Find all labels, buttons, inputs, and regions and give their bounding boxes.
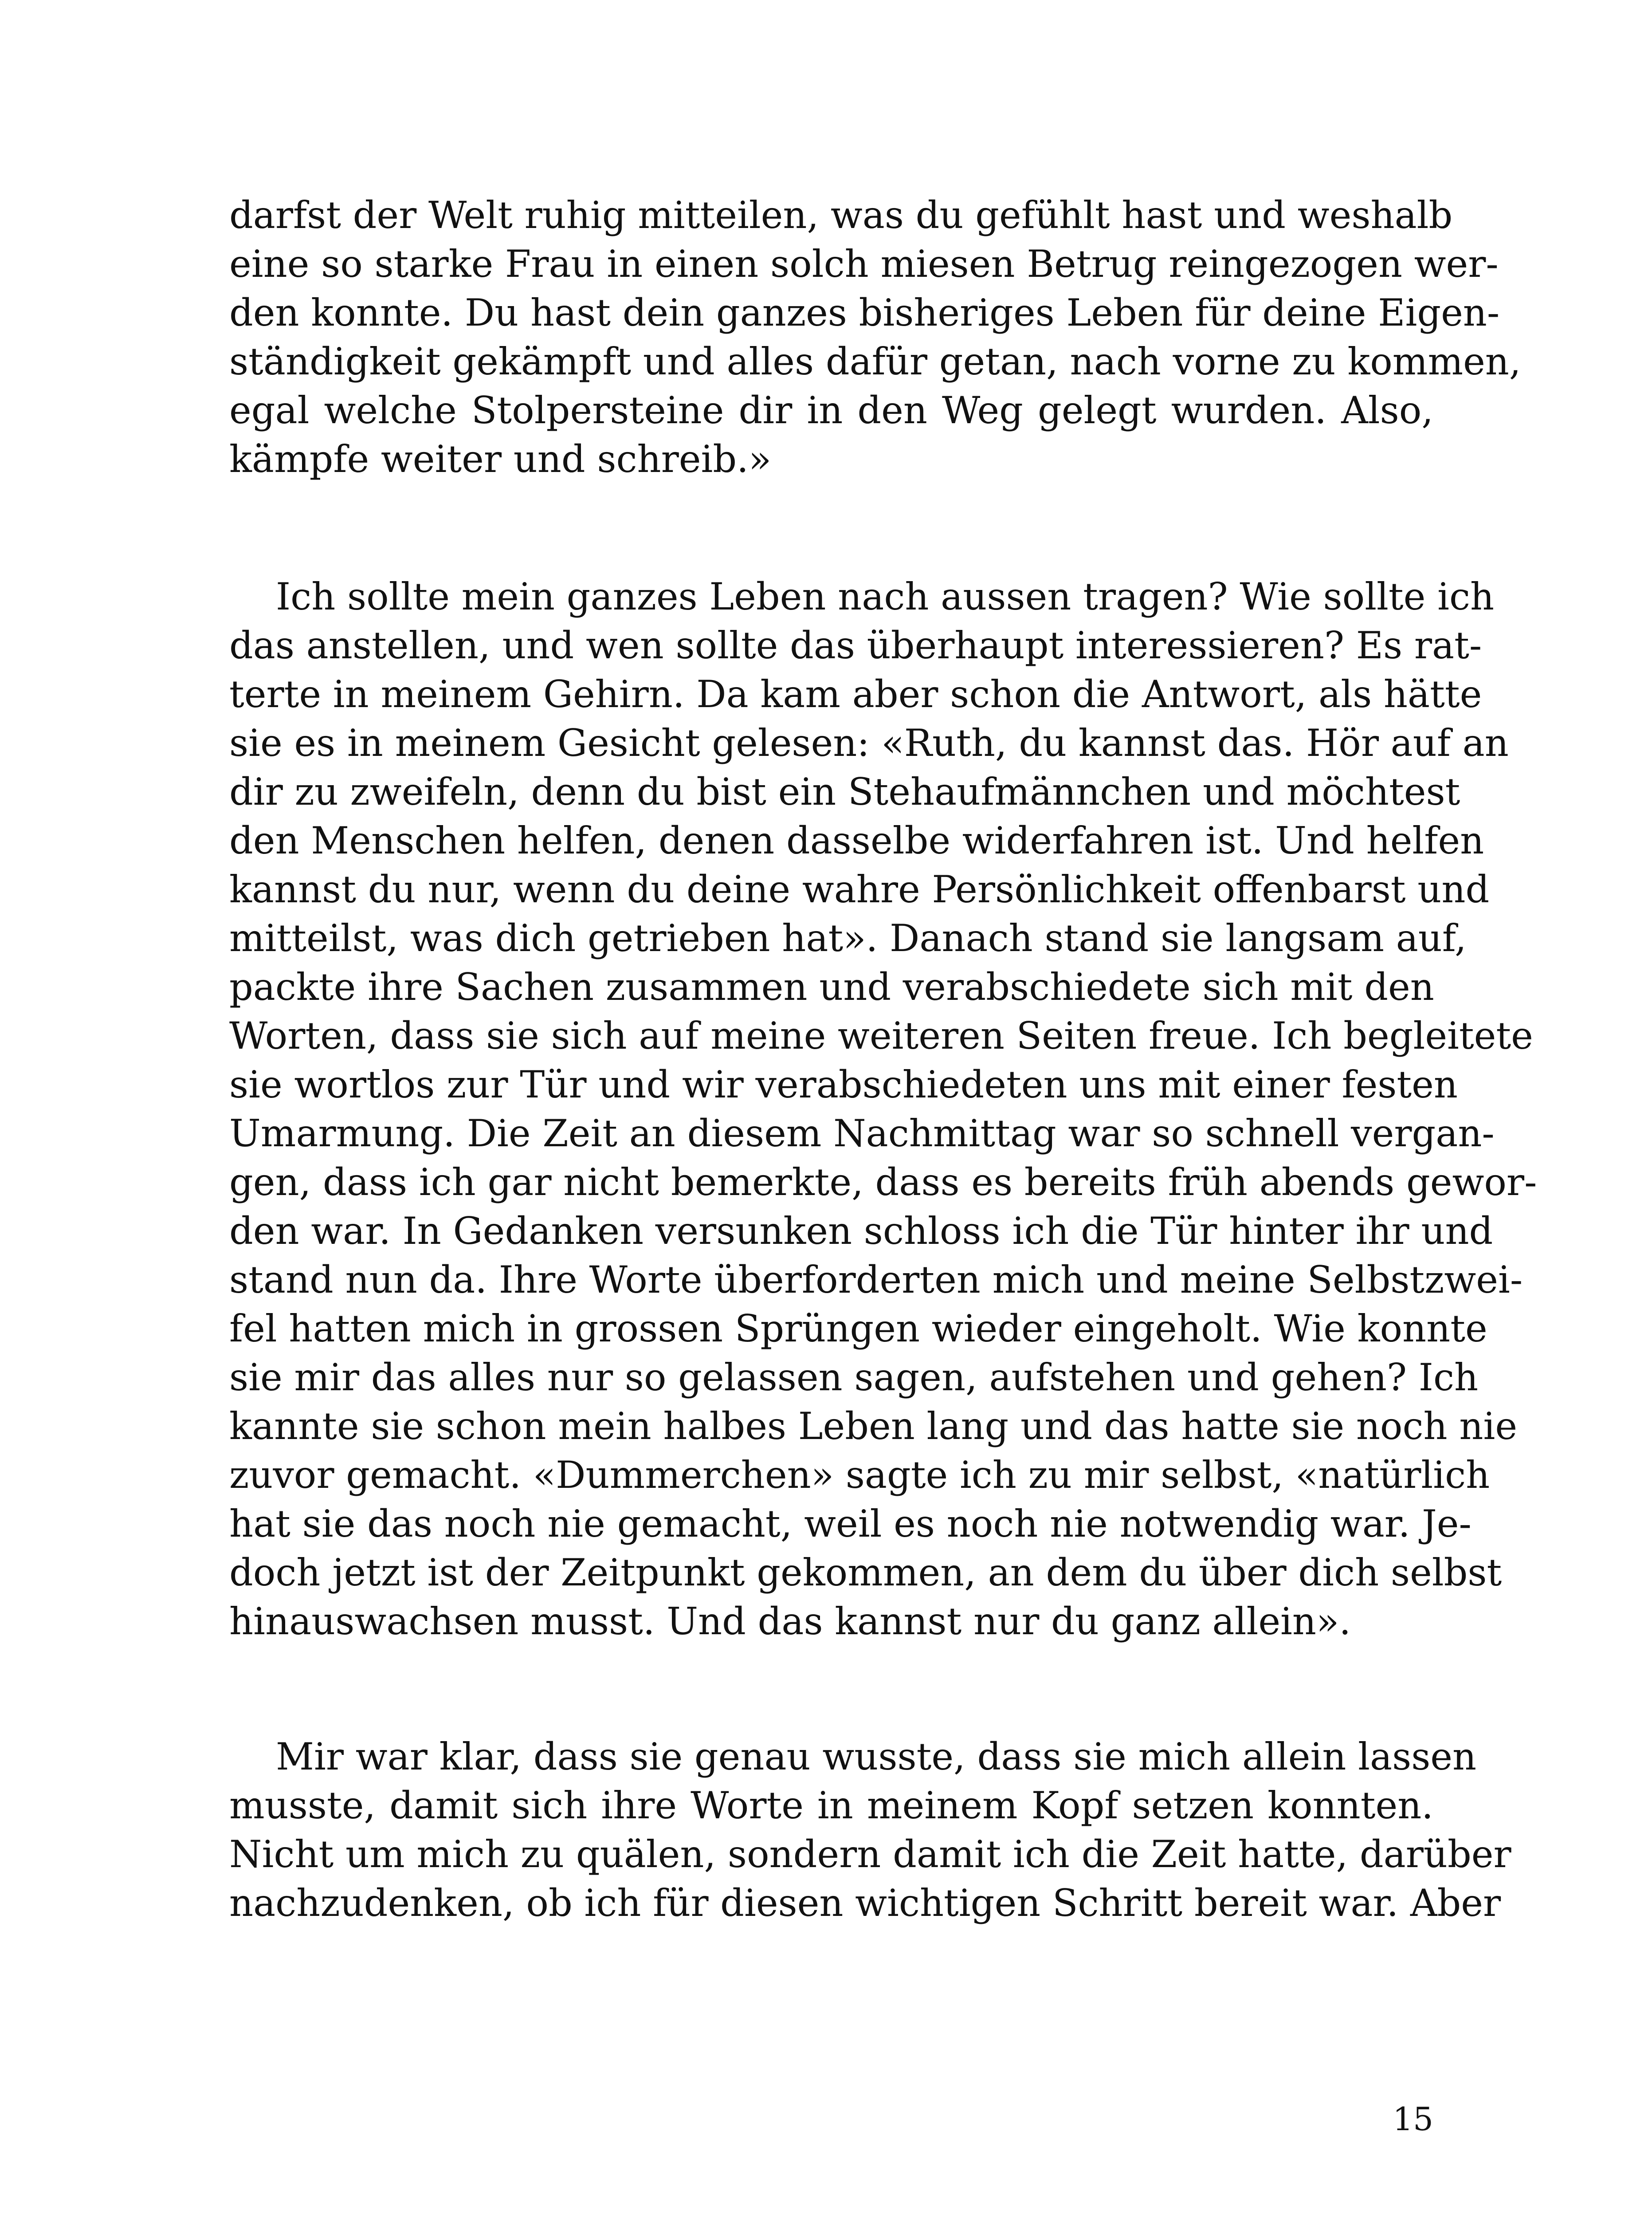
text-line: kämpfe weiter und schreib.»	[229, 437, 772, 481]
text-line: sie es in meinem Gesicht gelesen: «Ruth, du kannst das. Hör auf an	[229, 721, 1509, 765]
text-line: sie mir das alles nur so gelassen sagen, aufstehen und gehen? Ich	[229, 1356, 1479, 1399]
text-line: hat sie das noch nie gemacht, weil es noch nie notwendig war. Je-	[229, 1502, 1471, 1546]
text-line: kannte sie schon mein halbes Leben lang und das hatte sie noch nie	[229, 1404, 1518, 1448]
text-line: Worten, dass sie sich auf meine weiteren Seiten freue. Ich begleitete	[229, 1014, 1533, 1058]
text-line: packte ihre Sachen zusammen und verabschiedete sich mit den	[229, 965, 1434, 1009]
text-line: den konnte. Du hast dein ganzes bisheriges Leben für deine Eigen-	[229, 291, 1500, 334]
text-line: stand nun da. Ihre Worte überforderten mich und meine Selbstzwei-	[229, 1258, 1523, 1302]
text-line: darfst der Welt ruhig mitteilen, was du gefühlt hast und weshalb	[229, 193, 1453, 237]
text-line: mitteilst, was dich getrieben hat». Danach stand sie langsam auf,	[229, 916, 1467, 960]
text-line: musste, damit sich ihre Worte in meinem Kopf setzen konnten.	[229, 1784, 1433, 1827]
text-line: Mir war klar, dass sie genau wusste, dass sie mich allein lassen	[276, 1735, 1477, 1778]
text-line: ständigkeit gekämpft und alles dafür getan, nach vorne zu kommen,	[229, 340, 1521, 383]
text-line: doch jetzt ist der Zeitpunkt gekommen, an dem du über dich selbst	[229, 1551, 1502, 1594]
text-line: dir zu zweifeln, denn du bist ein Stehaufmännchen und möchtest	[229, 770, 1460, 814]
text-line: hinauswachsen musst. Und das kannst nur du ganz allein».	[229, 1600, 1351, 1643]
text-line: Umarmung. Die Zeit an diesem Nachmittag war so schnell vergan-	[229, 1112, 1495, 1155]
text-line: kannst du nur, wenn du deine wahre Persönlichkeit offenbarst und	[229, 868, 1490, 911]
text-line: Ich sollte mein ganzes Leben nach aussen tragen? Wie sollte ich	[276, 575, 1495, 618]
page-number: 15	[1393, 2100, 1433, 2138]
text-line: gen, dass ich gar nicht bemerkte, dass es bereits früh abends gewor-	[229, 1160, 1537, 1204]
text-line: sie wortlos zur Tür und wir verabschiedeten uns mit einer festen	[229, 1063, 1458, 1106]
text-line: nachzudenken, ob ich für diesen wichtigen Schritt bereit war. Aber	[229, 1881, 1501, 1925]
text-line: das anstellen, und wen sollte das überhaupt interessieren? Es rat-	[229, 624, 1482, 667]
text-line: den Menschen helfen, denen dasselbe widerfahren ist. Und helfen	[229, 819, 1484, 862]
text-line: terte in meinem Gehirn. Da kam aber schon die Antwort, als hätte	[229, 672, 1482, 716]
text-line: eine so starke Frau in einen solch miesen Betrug reingezogen wer-	[229, 242, 1499, 286]
text-line: Nicht um mich zu quälen, sondern damit ich die Zeit hatte, darüber	[229, 1833, 1511, 1876]
text-line: den war. In Gedanken versunken schloss ich die Tür hinter ihr und	[229, 1209, 1493, 1253]
text-line: zuvor gemacht. «Dummerchen» sagte ich zu mir selbst, «natürlich	[229, 1453, 1490, 1497]
text-line: fel hatten mich in grossen Sprüngen wieder eingeholt. Wie konnte	[229, 1307, 1487, 1350]
text-line: egal welche Stolpersteine dir in den Weg gelegt wurden. Also,	[229, 389, 1433, 432]
